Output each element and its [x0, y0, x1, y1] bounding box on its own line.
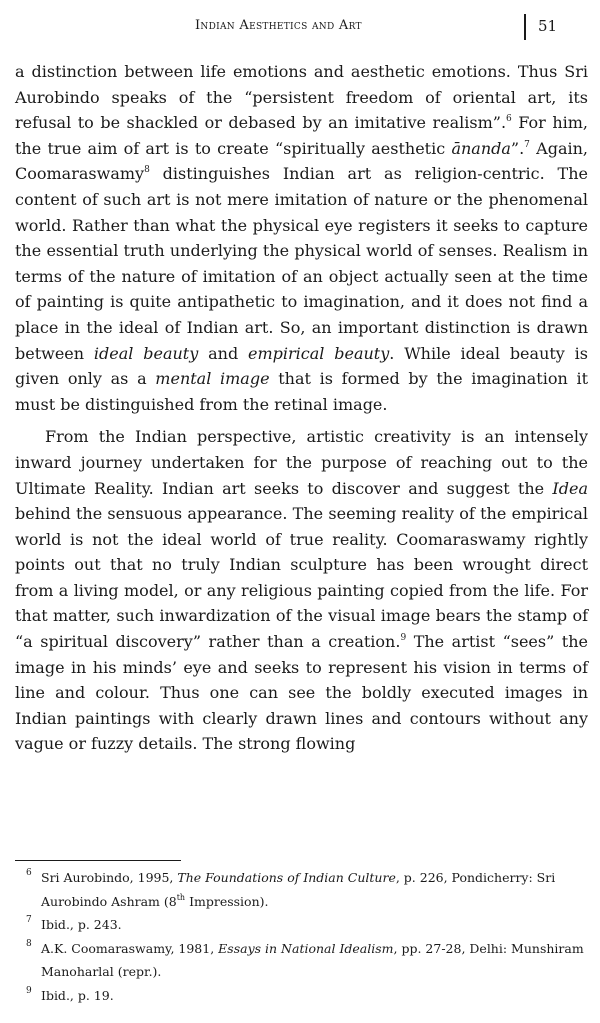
paragraph: [15, 59, 588, 417]
text-run: A.K. Coomaraswamy, 1981,: [41, 940, 219, 956]
text-run: , p. 226, Pondicherry: Sri Aurobindo Ashram (8: [41, 870, 556, 909]
italic-term: Idea: [552, 478, 588, 498]
text-run: Impression).: [185, 893, 269, 909]
footnote-text: Ibid., p. 243.: [41, 917, 122, 932]
body-text: [15, 59, 588, 757]
book-title: Essays in National Idealism: [218, 940, 394, 956]
text-run: From the Indian perspective, artistic creativity is an intensely inward journey undertaken for the purpose of reaching out to the Ultimate Reality. Indian art seeks to discover and suggest the: [15, 427, 588, 498]
footnote: [26, 937, 588, 984]
italic-term: ideal beauty: [93, 343, 199, 363]
page-number: 51: [538, 17, 558, 35]
text-run: The artist “sees” the image in his minds’ eye and seeks to represent his vision in terms of line and colour. Thus one can see the boldly executed images in Indian paintings with clearly drawn lines and contours without any vague or fuzzy details. The strong flowing: [15, 632, 589, 754]
footnote-number: 6: [26, 868, 32, 878]
italic-term: mental image: [155, 369, 270, 389]
text-run: Sri Aurobindo, 1995,: [41, 870, 178, 885]
footnote-reference: 7: [524, 139, 530, 150]
footnote: [26, 866, 588, 913]
italic-term: empirical beauty: [248, 343, 390, 363]
footnote-reference: 8: [144, 165, 150, 176]
text-run: a distinction between life emotions and aesthetic emotions. Thus Sri Aurobindo speaks of the “persistent freedom of oriental art, its refusal to be shackled or debased by an imitative realism”.: [15, 62, 588, 133]
running-title: Indian Aesthetics and Art: [195, 18, 362, 33]
text-run: behind the sensuous appearance. The seeming reality of the empirical world is not the ideal world of true reality. Coomaraswamy rightly points out that no truly Indian sculpture has been wrought direct from a living model, or any religious painting copied from the life. For that matter, such inwardization of the visual image bears the stamp of “a spiritual discovery” rather than a creation.: [15, 504, 588, 652]
text-run: Again, Coomaraswamy: [15, 138, 588, 184]
text-run: ”.: [510, 138, 525, 158]
footnote-divider: [15, 860, 181, 861]
footnote-text: [41, 937, 588, 984]
footnote-number: 7: [26, 915, 32, 925]
footnote: [26, 984, 588, 1008]
paragraph: [15, 424, 588, 757]
text-run: distinguishes Indian art as religion-centric. The content of such art is not mere imitation of nature or the phenomenal world. Rather than what the physical eye registers it seeks to capture the essential truth underlying the physical world of senses. Realism in terms of the nature of imitation of an object actually seen at the time of painting is quite antipathetic to imagination, and it does not find a place in the ideal of Indian art. So, an important distinction is drawn between: [15, 164, 588, 363]
footnote-text: [41, 866, 588, 913]
book-title: The Foundations of Indian Culture: [177, 870, 396, 885]
footnotes: [26, 866, 588, 1007]
footnote-text: Ibid., p. 19.: [41, 987, 114, 1003]
page-header: [0, 14, 600, 44]
italic-term: ānanda: [451, 138, 511, 158]
ordinal-suffix: th: [176, 892, 186, 902]
text-run: For him, the true aim of art is to create “spiritually aesthetic: [15, 113, 588, 158]
footnote-reference: 9: [400, 633, 407, 644]
text-run: . While ideal beauty is given only as a: [15, 343, 588, 389]
text-run: and: [198, 343, 249, 363]
footnote-reference: 6: [506, 114, 512, 125]
text-run: that is formed by the imagination it must be distinguished from the retinal image.: [15, 369, 589, 414]
text-run: , pp. 27-28, Delhi: Munshiram Manoharlal (repr.).: [41, 940, 584, 979]
footnote-number: 8: [26, 938, 32, 949]
header-divider: [524, 14, 526, 40]
footnote: [26, 913, 588, 937]
footnote-number: 9: [26, 985, 32, 996]
